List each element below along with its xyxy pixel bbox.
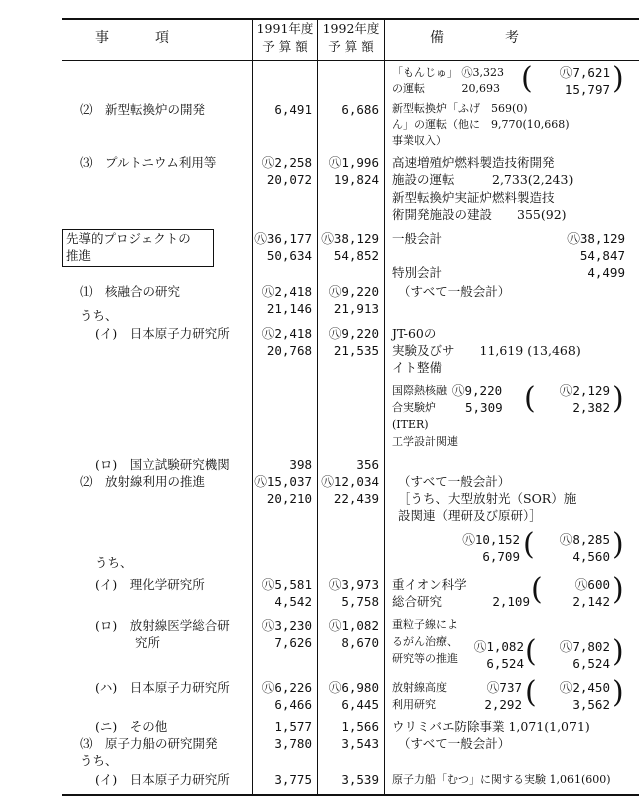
value-1992: ㊇9,220 xyxy=(328,326,379,341)
value-1992: ㊇9,220 xyxy=(328,284,379,299)
value-1991: ㊇15,037 xyxy=(254,474,312,489)
note-line: 新型転換炉「ふげ 569(0) xyxy=(392,102,528,115)
note-line: 重イオン科学 xyxy=(392,577,467,592)
uchi-label: うち、 xyxy=(95,555,133,570)
note-line: 国際熱核融 xyxy=(392,384,447,397)
row-label: (ロ) 放射線医学総合研 xyxy=(95,618,230,633)
header-item: 事 項 xyxy=(95,30,170,46)
note-value: ㊇737 xyxy=(486,680,522,695)
note-line: JT-60の xyxy=(392,326,437,341)
note-line: ん」の運転（他に 9,770(10,668) xyxy=(392,118,570,131)
value-1991: 1,577 xyxy=(274,719,312,734)
value-1991: 3,775 xyxy=(274,772,312,787)
note-line: （すべて一般会計） xyxy=(398,474,511,489)
header-bottom-rule xyxy=(62,60,639,61)
value-1991: ㊇3,230 xyxy=(261,618,312,633)
uchi-label: うち、 xyxy=(80,308,118,323)
f2ro-paren-b: 6,524 xyxy=(572,656,610,671)
row-label: (ロ) 国立試験研究機関 xyxy=(95,457,230,472)
row-label: ⑶ 原子力船の研究開発 xyxy=(80,736,218,751)
header-1992-year: 1992年度 xyxy=(322,21,380,36)
value-1992: 21,535 xyxy=(333,343,379,358)
note-line: 設関連（理研及び原研）］ xyxy=(398,508,542,523)
paren-open: ( xyxy=(525,634,537,669)
value-1991: 20,072 xyxy=(266,172,312,187)
note-line: 高速増殖炉燃料製造技術開発 xyxy=(392,155,555,170)
value-1991: ㊇2,418 xyxy=(261,284,312,299)
value-1991: 3,780 xyxy=(274,736,312,751)
value-1992: ㊇1,996 xyxy=(328,155,379,170)
value-1991: ㊇2,418 xyxy=(261,326,312,341)
note-line: イト整備 xyxy=(392,360,443,375)
note-value: 54,847 xyxy=(579,248,625,263)
paren-open: ( xyxy=(525,675,537,710)
value-1992: 356 xyxy=(356,457,379,472)
value-1991: 20,768 xyxy=(266,343,312,358)
note-line: 放射線高度 xyxy=(392,681,447,694)
paren-close: ) xyxy=(612,572,624,607)
value-1992: 19,824 xyxy=(333,172,379,187)
value-1992: 1,566 xyxy=(341,719,379,734)
note-line: （すべて一般会計） xyxy=(398,284,511,299)
note-value: 2,109 xyxy=(492,594,530,609)
note-value: ㊇9,220 xyxy=(452,383,503,398)
row-label: (イ) 日本原子力研究所 xyxy=(95,326,230,341)
note-value: 6,709 xyxy=(482,549,520,564)
value-1991: 398 xyxy=(289,457,312,472)
value-1992: 21,913 xyxy=(333,301,379,316)
bottom-rule xyxy=(62,794,639,796)
note-line: 工学設計関連 xyxy=(392,435,458,448)
paren-close: ) xyxy=(612,675,624,710)
note-line: 施設の運転 2,733(2,243) xyxy=(392,172,574,187)
value-1992: 6,445 xyxy=(341,697,379,712)
monju-note-a: 「もんじゅ」 ㊇3,323 xyxy=(392,66,504,79)
note-line: 実験及びサ 11,619 (13,468) xyxy=(392,343,581,358)
header-1992-label: 予 算 額 xyxy=(328,39,374,54)
value-1992: 54,852 xyxy=(333,248,379,263)
row-label: (イ) 日本原子力研究所 xyxy=(95,772,230,787)
value-1991: 4,542 xyxy=(274,594,312,609)
f2ro-paren-a: ㊇7,802 xyxy=(559,639,610,654)
value-1991: 50,634 xyxy=(266,248,312,263)
note-value: ㊇1,082 xyxy=(473,639,524,654)
note-value: 2,292 xyxy=(484,697,522,712)
value-1991: ㊇36,177 xyxy=(254,231,312,246)
value-1992: 3,539 xyxy=(341,772,379,787)
value-1992: ㊇6,980 xyxy=(328,680,379,695)
value-1991: 20,210 xyxy=(266,491,312,506)
value-1992: 3,543 xyxy=(341,736,379,751)
row-label: 究所 xyxy=(135,635,161,650)
value-1992: 22,439 xyxy=(333,491,379,506)
value-1992: ㊇3,973 xyxy=(328,577,379,592)
note-line: ウリミバエ防除事業 1,071(1,071) xyxy=(392,719,590,734)
note-line: 一般会計 xyxy=(392,231,443,246)
note-line: 研究等の推進 xyxy=(392,652,458,665)
note-line: 新型転換炉実証炉燃料製造技 xyxy=(392,190,555,205)
note-line: ［うち、大型放射光（SOR）施 xyxy=(398,491,577,506)
note-line: 特別会計 xyxy=(392,265,443,280)
value-1991: 7,626 xyxy=(274,635,312,650)
f2i-paren-b: 2,142 xyxy=(572,594,610,609)
note-line: 総合研究 xyxy=(392,594,443,609)
value-1991: ㊇6,226 xyxy=(261,680,312,695)
note-value: 4,499 xyxy=(587,265,625,280)
value-1991: 6,491 xyxy=(274,102,312,117)
f2-paren-a: ㊇8,285 xyxy=(559,532,610,547)
monju-note-b: の運転 20,693 xyxy=(392,82,500,95)
top-rule xyxy=(62,18,639,20)
iter-paren-b: 2,382 xyxy=(572,400,610,415)
f2i-paren-a: ㊇600 xyxy=(574,577,610,592)
f2-paren-b: 4,560 xyxy=(572,549,610,564)
note-line: 重粒子線によ xyxy=(392,618,458,631)
col-divider-3 xyxy=(384,18,385,795)
row-label: ⑴ 核融合の研究 xyxy=(80,284,181,299)
value-1992: 8,670 xyxy=(341,635,379,650)
note-line: るがん治療、 xyxy=(392,635,458,648)
monju-paren-b: 15,797 xyxy=(564,82,610,97)
value-1991: ㊇2,258 xyxy=(261,155,312,170)
section-title: 推進 xyxy=(66,248,92,263)
row-label: (イ) 理化学研究所 xyxy=(95,577,205,592)
note-value: 5,309 xyxy=(465,400,503,415)
row-label: (ニ) その他 xyxy=(95,719,168,734)
paren-close: ) xyxy=(612,634,624,669)
note-value: 6,524 xyxy=(486,656,524,671)
value-1992: ㊇12,034 xyxy=(321,474,379,489)
row-label: (ハ) 日本原子力研究所 xyxy=(95,680,230,695)
note-line: 合実験炉 xyxy=(392,401,436,414)
iter-paren-a: ㊇2,129 xyxy=(559,383,610,398)
header-notes: 備 考 xyxy=(430,30,520,46)
paren-close: ) xyxy=(612,381,624,416)
paren-close: ) xyxy=(612,527,624,562)
monju-paren-a: ㊇7,621 xyxy=(559,65,610,80)
value-1992: 6,686 xyxy=(341,102,379,117)
f2ha-paren-b: 3,562 xyxy=(572,697,610,712)
col-divider-1 xyxy=(252,18,253,795)
value-1992: 5,758 xyxy=(341,594,379,609)
f2ha-paren-a: ㊇2,450 xyxy=(559,680,610,695)
paren-open: ( xyxy=(524,381,536,416)
row-label: ⑶ プルトニウム利用等 xyxy=(80,155,217,170)
value-1991: 21,146 xyxy=(266,301,312,316)
section-title: 先導的プロジェクトの xyxy=(66,231,191,246)
note-line: 術開発施設の建設 355(92) xyxy=(392,207,567,222)
note-line: （すべて一般会計） xyxy=(398,736,511,751)
header-1991-label: 予 算 額 xyxy=(262,39,308,54)
paren-open: ( xyxy=(531,572,543,607)
note-line: 事業収入） xyxy=(392,134,447,147)
value-1992: ㊇1,082 xyxy=(328,618,379,633)
row-label: ⑵ 放射線利用の推進 xyxy=(80,474,206,489)
value-1991: 6,466 xyxy=(274,697,312,712)
note-value: ㊇38,129 xyxy=(567,231,625,246)
value-1992: ㊇38,129 xyxy=(321,231,379,246)
row-label: ⑵ 新型転換炉の開発 xyxy=(80,102,206,117)
uchi-label: うち、 xyxy=(80,753,118,768)
value-1991: ㊇5,581 xyxy=(261,577,312,592)
header-1991-year: 1991年度 xyxy=(256,21,314,36)
note-line: (ITER) xyxy=(392,418,429,431)
paren-open: ( xyxy=(523,527,535,562)
paren-close: ) xyxy=(612,61,624,96)
paren-open: ( xyxy=(521,61,533,96)
note-line: 利用研究 xyxy=(392,698,436,711)
col-divider-2 xyxy=(317,18,318,795)
note-line: 原子力船「むつ」に関する実験 1,061(600) xyxy=(392,773,611,786)
note-value: ㊇10,152 xyxy=(462,532,520,547)
